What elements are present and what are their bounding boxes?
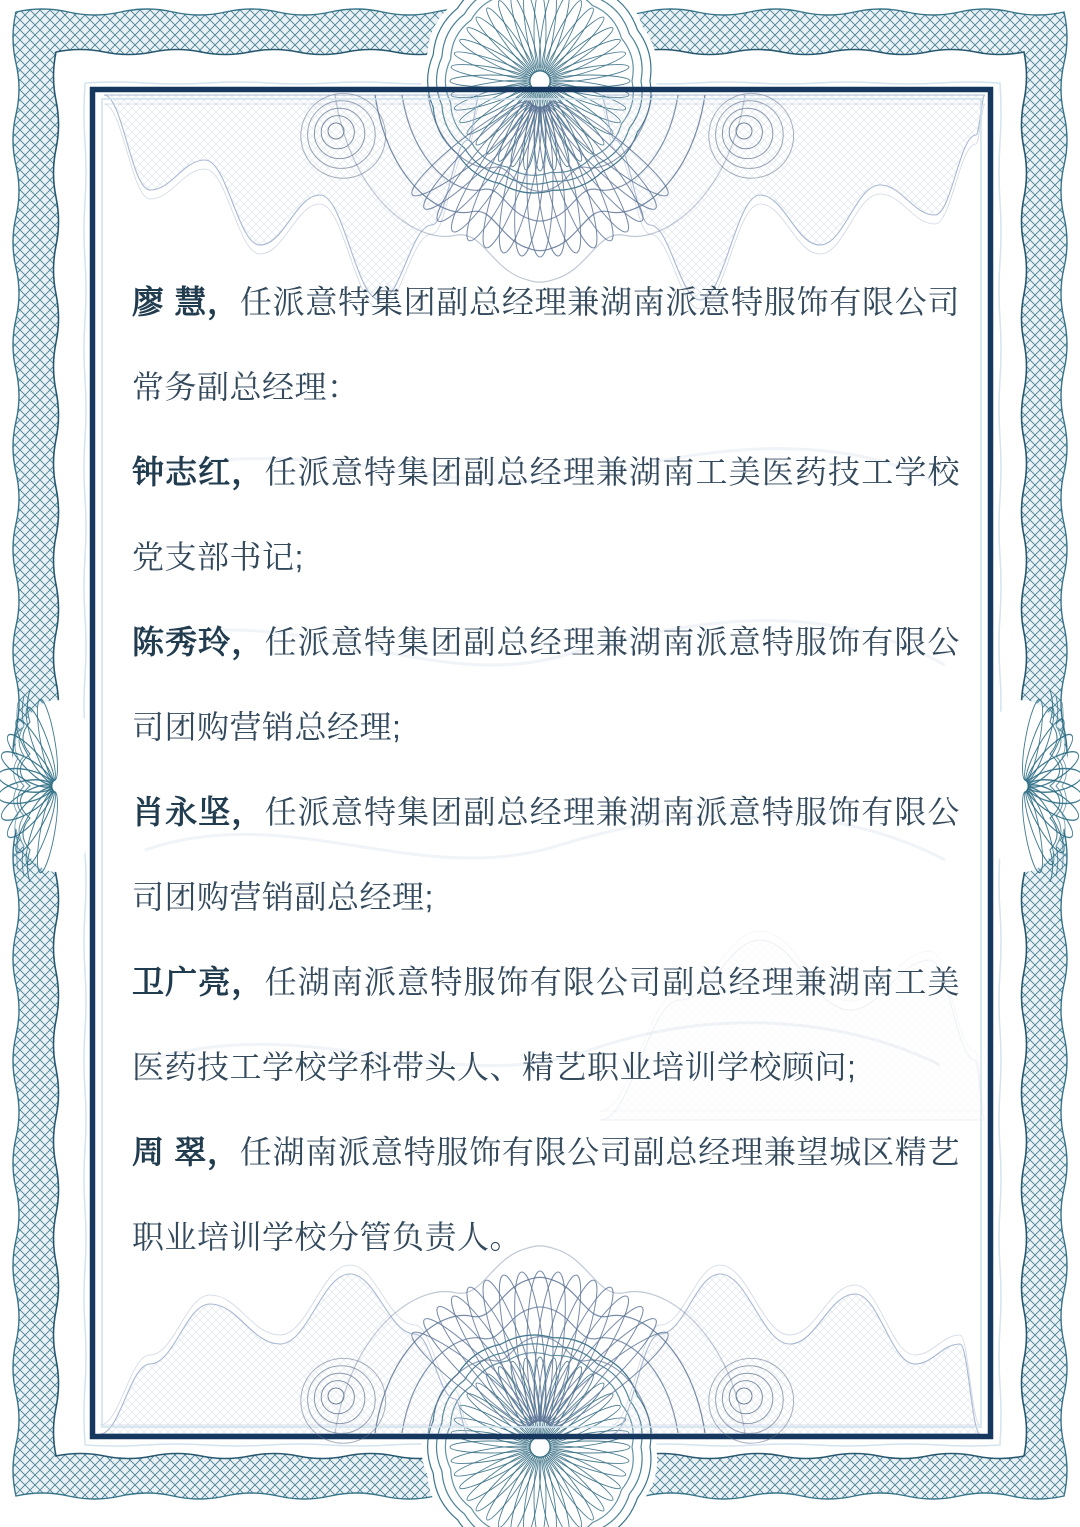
entry-6-line-2: [132, 1195, 960, 1280]
entry-text: 任派意特集团副总经理兼湖南派意特服饰有限公: [264, 624, 960, 660]
person-name: 周 翠，: [132, 1134, 240, 1170]
person-name: 卫广亮，: [132, 964, 265, 1000]
entry-text: 党支部书记;: [132, 539, 304, 575]
entry-1-line-2: [132, 345, 960, 430]
entry-text: 司团购营销副总经理;: [132, 879, 434, 915]
person-name: 肖永坚，: [132, 794, 265, 830]
appointment-text-block: [132, 260, 960, 1280]
entry-3-line-1: [132, 600, 960, 685]
entry-text: 司团购营销总经理;: [132, 709, 402, 745]
entry-text: 常务副总经理：: [132, 369, 360, 405]
person-name: 钟志红，: [132, 454, 265, 490]
person-name: 廖 慧，: [132, 284, 240, 320]
entry-text: 任湖南派意特服饰有限公司副总经理兼湖南工美: [264, 964, 960, 1000]
entry-text: 任派意特集团副总经理兼湖南派意特服饰有限公司: [239, 284, 960, 320]
entry-1-line-1: [132, 260, 960, 345]
entry-2-line-2: [132, 515, 960, 600]
entry-2-line-1: [132, 430, 960, 515]
entry-5-line-2: [132, 1025, 960, 1110]
entry-text: 任湖南派意特服饰有限公司副总经理兼望城区精艺: [239, 1134, 960, 1170]
entry-text: 职业培训学校分管负责人。: [132, 1219, 523, 1255]
entry-text: 任派意特集团副总经理兼湖南工美医药技工学校: [264, 454, 960, 490]
entry-text: 任派意特集团副总经理兼湖南派意特服饰有限公: [264, 794, 960, 830]
entry-5-line-1: [132, 940, 960, 1025]
entry-6-line-1: [132, 1110, 960, 1195]
person-name: 陈秀玲，: [132, 624, 265, 660]
entry-3-line-2: [132, 685, 960, 770]
entry-text: 医药技工学校学科带头人、精艺职业培训学校顾问;: [132, 1049, 857, 1085]
entry-4-line-1: [132, 770, 960, 855]
entry-4-line-2: [132, 855, 960, 940]
